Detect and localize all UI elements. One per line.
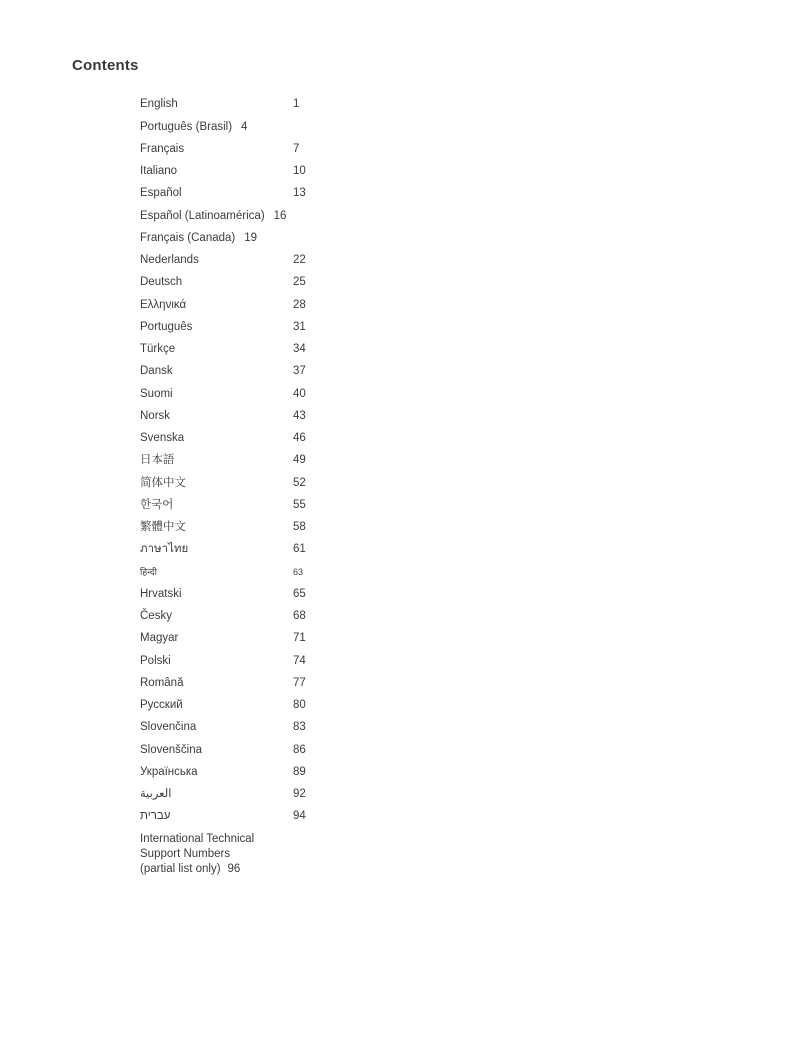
toc-entry-label: עברית xyxy=(140,810,171,823)
toc-entry-page: 92 xyxy=(293,788,306,801)
toc-entry-label: Support Numbers xyxy=(140,848,231,861)
toc-entry-line xyxy=(140,847,300,862)
toc-entry[interactable] xyxy=(140,272,420,294)
toc-entry[interactable] xyxy=(140,317,420,339)
toc-entry-page: 28 xyxy=(293,298,306,311)
toc-entry-label: Suomi xyxy=(140,387,173,400)
toc-entry-label: Español (Latinoamérica) xyxy=(140,209,265,222)
toc-entry-page: 13 xyxy=(293,187,306,200)
toc-entry-label: Español xyxy=(140,187,182,200)
toc-entry-page: 22 xyxy=(293,254,306,267)
toc-entry-page: 40 xyxy=(293,387,306,400)
toc-entry-page: 25 xyxy=(293,276,306,289)
toc-entry-line xyxy=(140,832,300,847)
toc-entry-page: 19 xyxy=(244,231,258,244)
toc-entry-label: Slovenčina xyxy=(140,721,197,734)
toc-entry-page: 55 xyxy=(293,498,306,511)
toc-entry[interactable] xyxy=(140,294,420,316)
toc-entry-label: ภาษาไทย xyxy=(140,543,189,556)
toc-entry-label: Dansk xyxy=(140,365,173,378)
toc-entry-page: 65 xyxy=(293,587,306,600)
toc-entry-label: Magyar xyxy=(140,632,179,645)
toc-entry-page: 83 xyxy=(293,721,306,734)
toc-entry[interactable] xyxy=(140,228,420,250)
toc-entry-label: Русский xyxy=(140,699,183,712)
toc-entry[interactable] xyxy=(140,739,420,761)
toc-entry-label: العربية xyxy=(140,788,172,801)
toc-entry-page: 4 xyxy=(241,120,248,133)
toc-entry-page: 7 xyxy=(293,142,300,155)
toc-entry-page: 94 xyxy=(293,810,306,823)
toc-entry[interactable] xyxy=(140,361,420,383)
toc-entry-page: 86 xyxy=(293,743,306,756)
toc-entry[interactable] xyxy=(140,673,420,695)
toc-entry-page: 96 xyxy=(227,863,241,876)
toc-entry-line xyxy=(140,862,300,877)
toc-entry[interactable] xyxy=(140,606,420,628)
toc-entry[interactable] xyxy=(140,116,420,138)
toc-entry-label: 日本語 xyxy=(140,454,175,467)
toc-entry-label: English xyxy=(140,98,178,111)
toc-entry[interactable] xyxy=(140,762,420,784)
toc-entry[interactable] xyxy=(140,539,420,561)
toc-entry[interactable] xyxy=(140,339,420,361)
toc-entry-label: Hrvatski xyxy=(140,587,182,600)
toc-entry[interactable] xyxy=(140,628,420,650)
toc-entry-page: 63 xyxy=(293,566,304,577)
toc-entry[interactable] xyxy=(140,450,420,472)
toc-entry[interactable] xyxy=(140,561,420,583)
toc-entry[interactable] xyxy=(140,495,420,517)
toc-entry-page: 52 xyxy=(293,476,306,489)
toc-entry-label: Українська xyxy=(140,765,198,778)
toc-entry-label: हिन्दी xyxy=(140,566,158,577)
toc-entry[interactable] xyxy=(140,584,420,606)
toc-entry[interactable] xyxy=(140,806,420,828)
toc-entry[interactable] xyxy=(140,250,420,272)
toc-entry-page: 74 xyxy=(293,654,306,667)
toc-entry-label: Português xyxy=(140,320,193,333)
toc-entry-label: Norsk xyxy=(140,409,171,422)
toc-entry-label: Deutsch xyxy=(140,276,183,289)
toc-entry-label: 繁體中文 xyxy=(140,521,186,534)
toc-entry-page: 16 xyxy=(273,209,287,222)
toc-entry-page: 77 xyxy=(293,676,306,689)
toc-entry-label: Türkçe xyxy=(140,343,176,356)
toc-entry[interactable] xyxy=(140,205,420,227)
toc-entry-label: Nederlands xyxy=(140,254,199,267)
toc-entry-page: 31 xyxy=(293,320,306,333)
toc-entry[interactable] xyxy=(140,650,420,672)
toc-entry[interactable] xyxy=(140,695,420,717)
toc-entry[interactable] xyxy=(140,183,420,205)
toc-entry[interactable] xyxy=(140,94,420,116)
toc-entry[interactable] xyxy=(140,428,420,450)
toc-entry-page: 68 xyxy=(293,610,306,623)
toc-entry-label: Français (Canada) xyxy=(140,231,236,244)
toc-entry[interactable] xyxy=(140,784,420,806)
toc-entry[interactable] xyxy=(140,161,420,183)
toc-entry-label: Română xyxy=(140,676,184,689)
toc-entry-page: 37 xyxy=(293,365,306,378)
toc-entry-label: Italiano xyxy=(140,165,178,178)
toc-entry-page: 61 xyxy=(293,543,306,556)
toc-entry-label: Česky xyxy=(140,610,172,623)
toc-entry[interactable] xyxy=(140,717,420,739)
toc-entry-label: Svenska xyxy=(140,432,185,445)
toc-entry-page: 71 xyxy=(293,632,306,645)
toc-entry-page: 46 xyxy=(293,432,306,445)
toc-list xyxy=(140,94,420,877)
toc-entry-label: Português (Brasil) xyxy=(140,120,233,133)
toc-entry-page: 10 xyxy=(293,165,306,178)
toc-entry-page: 1 xyxy=(293,98,300,111)
toc-entry-label: International Technical xyxy=(140,833,255,846)
toc-entry[interactable] xyxy=(140,406,420,428)
toc-entry-page: 58 xyxy=(293,521,306,534)
toc-entry-page: 34 xyxy=(293,343,306,356)
toc-entry-label: Ελληνικά xyxy=(140,298,187,311)
toc-entry[interactable] xyxy=(140,383,420,405)
toc-entry-label: Slovenščina xyxy=(140,743,203,756)
toc-entry-label: (partial list only) xyxy=(140,863,221,876)
toc-entry-label: Polski xyxy=(140,654,171,667)
toc-entry-page: 80 xyxy=(293,699,306,712)
toc-entry[interactable] xyxy=(140,472,420,494)
toc-entry[interactable] xyxy=(140,517,420,539)
toc-entry[interactable] xyxy=(140,139,420,161)
toc-entry-label: 简体中文 xyxy=(140,476,186,489)
toc-entry-page: 49 xyxy=(293,454,306,467)
toc-entry-label: Français xyxy=(140,142,185,155)
toc-entry-multiline[interactable] xyxy=(140,832,300,877)
toc-entry-page: 89 xyxy=(293,765,306,778)
toc-entry-page: 43 xyxy=(293,409,306,422)
contents-heading: Contents xyxy=(72,57,139,74)
toc-entry-label: 한국어 xyxy=(140,498,174,511)
